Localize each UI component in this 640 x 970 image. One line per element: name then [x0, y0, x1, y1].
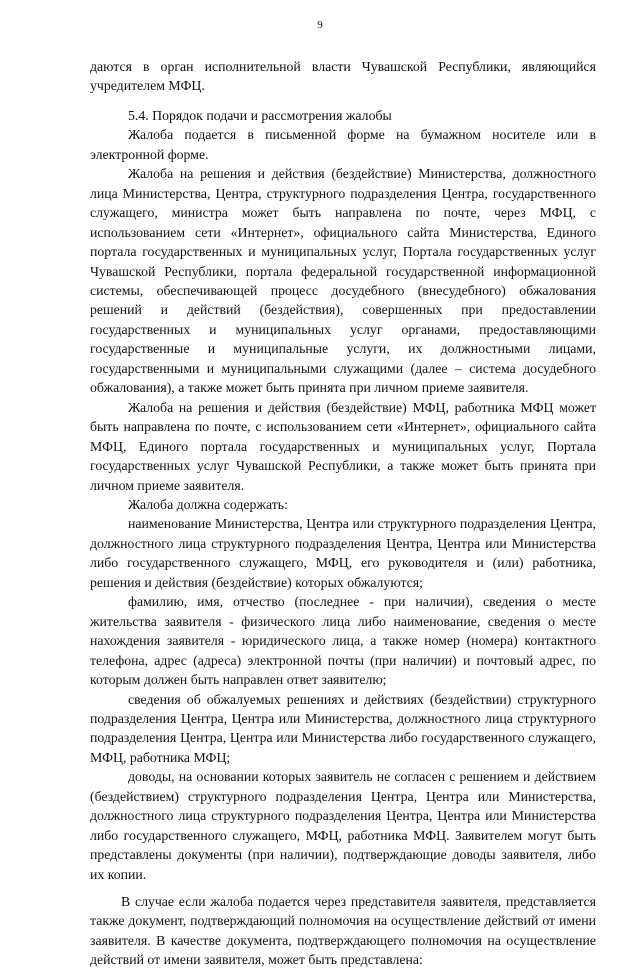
paragraph-ministry-complaint: Жалоба на решения и действия (бездействие) Министерства, должностного лица Министерства, Центра, структурного подразделения Центра, государственного служащего, министра может быть направлена по почте, через МФЦ, с использованием сети «Интернет», официального сайта Министерства, Единого портала государственных и муниципальных услуг, Портала государственных услуг Чувашской Республики, портала федеральной государственной информационной системы, обеспечивающей процесс досудебного (внесудебного) обжалования решений и действий (бездействия), совершенных при предоставлении государственных и муниципальных услуг органами, предоставляющими государственные и муниципальные услуги, их должностными лицами, государственными и муниципальными служащими (далее – система досудебного обжалования), а также может быть принята при личном приеме заявителя.: [90, 166, 596, 396]
page-number: 9: [317, 19, 323, 31]
section-heading: 5.4. Порядок подачи и рассмотрения жалобы: [128, 107, 392, 123]
body-text: [90, 57, 596, 970]
paragraph-contents-intro: Жалоба должна содержать:: [128, 496, 288, 512]
paragraph-mfc-complaint: Жалоба на решения и действия (бездействие) МФЦ, работника МФЦ может быть направлена по почте, с использованием сети «Интернет», официального сайта МФЦ, Единого портала государственных и муниципальных услуг, Портала государственных услуг Чувашской Республики, а также может быть принята при личном приеме заявителя.: [90, 399, 596, 493]
list-item-applicant-info: фамилию, имя, отчество (последнее - при наличии), сведения о месте жительства заявителя - физического лица либо наименование, сведения о месте нахождения заявителя - юридического лица, а также номер (номера) контактного телефона, адрес (адреса) электронной почты (при наличии) и почтовый адрес, по которым должен быть направлен ответ заявителю;: [90, 594, 596, 688]
list-item-appealed-decisions: сведения об обжалуемых решениях и действиях (бездействии) структурного подразделения Центра, Центра или Министерства, должностного лица структурного подразделения Центра, Центра или Министерства либо государственного служащего, МФЦ, работника МФЦ;: [90, 691, 596, 765]
paragraph-form: Жалоба подается в письменной форме на бумажном носителе или в электронной форме.: [90, 127, 596, 162]
paragraph-representative: В случае если жалоба подается через представителя заявителя, представляется также документ, подтверждающий полномочия на осуществление действий от имени заявителя. В качестве документа, подтверждающего полномочия на осуществление действий от имени заявителя, может быть представлена:: [90, 894, 596, 968]
list-item-name: наименование Министерства, Центра или структурного подразделения Центра, должностного лица структурного подразделения Центра, Центра или Министерства либо государственного служащего, МФЦ, его руководителя и (или) работника, решения и действия (бездействие) которых обжалуются;: [90, 516, 596, 590]
paragraph-gap: [90, 96, 596, 106]
paragraph-continuation: даются в орган исполнительной власти Чувашской Республики, являющийся учредителем МФЦ.: [90, 59, 596, 94]
list-item-arguments: доводы, на основании которых заявитель не согласен с решением и действием (бездействием) структурного подразделения Центра, Центра или Министерства, должностного лица структурного подразделения Центра, Центра или Министерства либо государственного служащего, МФЦ, работника МФЦ. Заявителем могут быть представлены документы (при наличии), подтверждающие доводы заявителя, либо их копии.: [90, 769, 596, 882]
